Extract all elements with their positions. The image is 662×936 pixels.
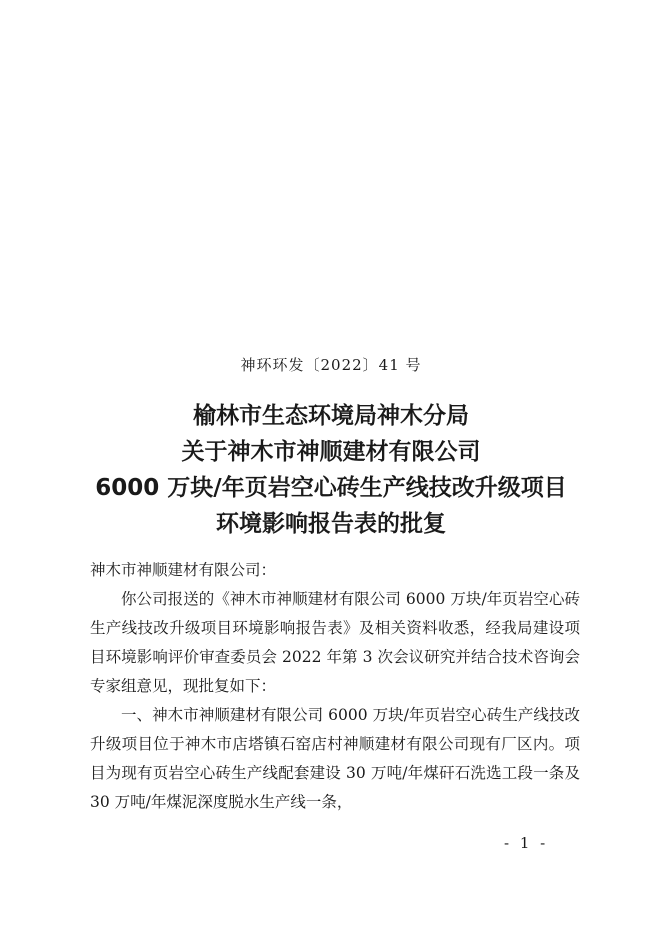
- document-number: 神环环发〔2022〕41 号: [240, 356, 422, 374]
- document-body: [90, 556, 580, 817]
- title-line-3: 6000 万块/年页岩空心砖生产线技改升级项目: [95, 475, 567, 501]
- page-number: - 1 -: [504, 834, 549, 852]
- salutation: 神木市神顺建材有限公司：: [90, 561, 277, 579]
- title-line-2: 关于神木市神顺建材有限公司: [181, 439, 481, 465]
- document-title: [0, 398, 662, 542]
- paragraph-intro: 你公司报送的《神木市神顺建材有限公司 6000 万块/年页岩空心砖生产线技改升级项目环境影响报告表》及相关资料收悉，经我局建设项目环境影响评价审查委员会 2022 年第 3 次会议研究并结合技术咨询会专家组意见，现批复如下：: [90, 590, 580, 695]
- title-line-1: 榆林市生态环境局神木分局: [193, 403, 469, 429]
- title-line-4: 环境影响报告表的批复: [216, 511, 446, 537]
- paragraph-item-1: 一、神木市神顺建材有限公司 6000 万块/年页岩空心砖生产线技改升级项目位于神木市店塔镇石窑店村神顺建材有限公司现有厂区内。项目为现有页岩空心砖生产线配套建设 30 万吨/年煤矸石洗选工段一条及 30 万吨/年煤泥深度脱水生产线一条，: [90, 706, 580, 811]
